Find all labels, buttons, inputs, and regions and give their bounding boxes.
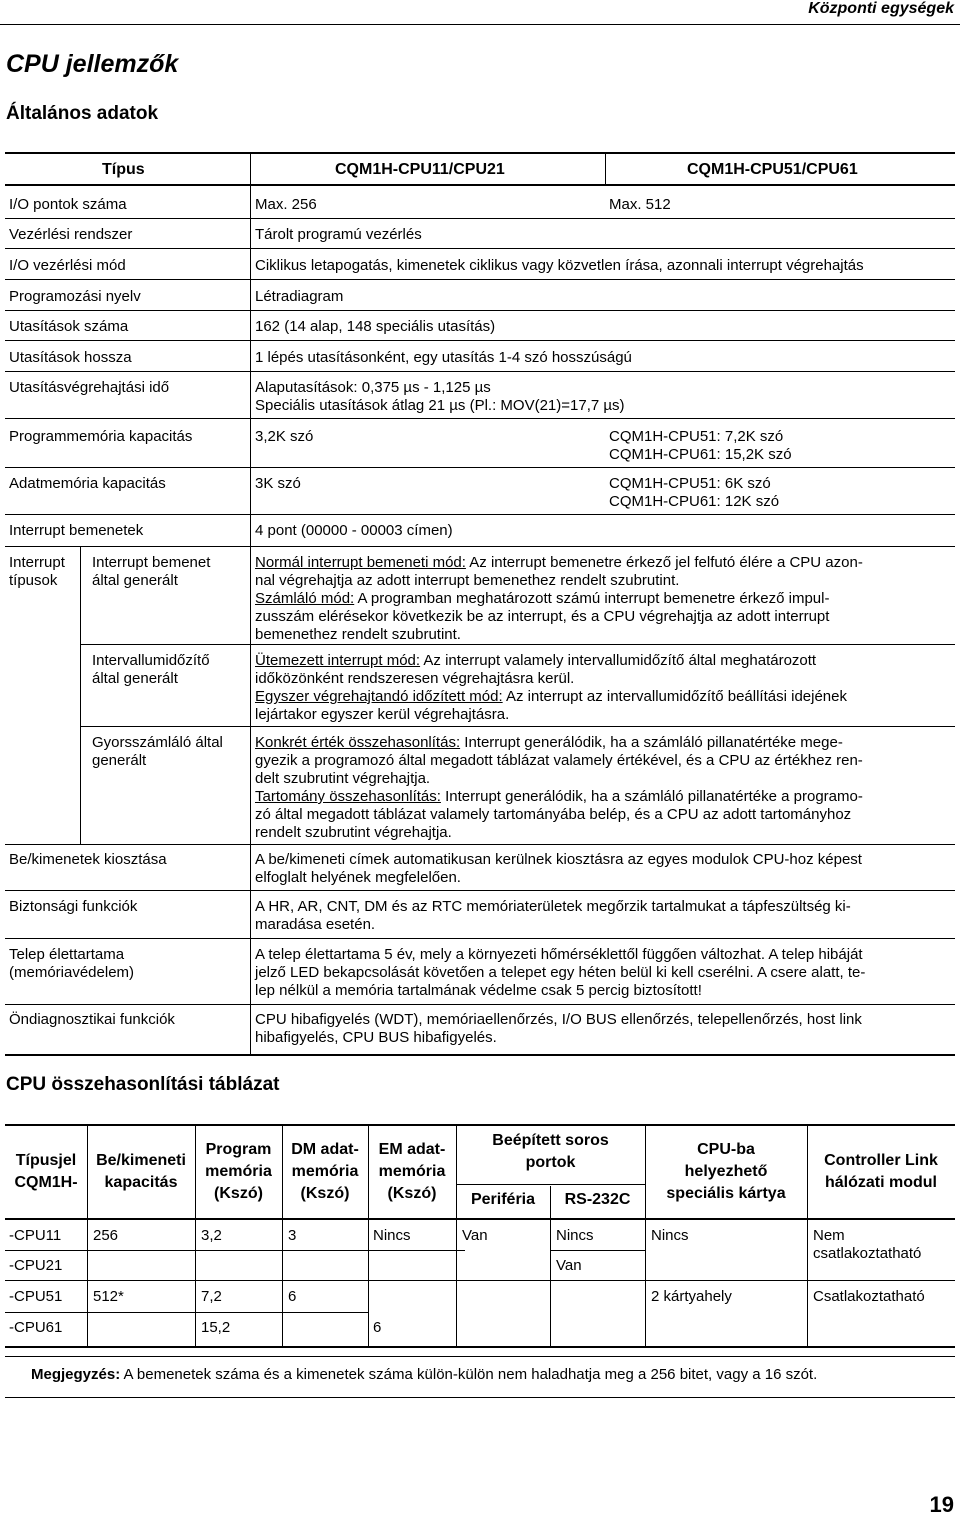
desc-text: maradása esetén. [255, 916, 376, 933]
row-value [255, 898, 851, 934]
sub-label [92, 652, 210, 688]
row-divider [5, 418, 955, 419]
dm-cpu11-21: 3 [288, 1227, 297, 1244]
row-label: Programmemória kapacitás [9, 428, 193, 445]
section-header: Központi egységek [808, 0, 954, 17]
col-type-header: Típus [102, 161, 145, 178]
header-text: Típusjel [15, 1152, 77, 1169]
sub-label [92, 734, 223, 770]
row-value [609, 475, 779, 511]
row-divider [5, 467, 955, 468]
header-io [87, 1150, 195, 1194]
mode-heading: Egyszer végrehajtandó időzített mód: [255, 688, 503, 705]
row-label: Be/kimenetek kiosztása [9, 851, 167, 868]
card-cpu11-21: Nincs [651, 1227, 689, 1244]
header-text: hálózati modul [825, 1174, 937, 1191]
prog-mem-cpu61: CQM1H-CPU61: 15,2K szó [609, 446, 792, 463]
header-dm [282, 1139, 368, 1205]
int-input-desc [255, 554, 955, 644]
desc-text: A be/kimeneti címek automatikusan kerülnek kiosztásra az egyes modulok CPU-hoz képest [255, 851, 862, 868]
row-value: 3,2K szó [255, 428, 314, 445]
col-divider [250, 154, 251, 1054]
row-divider [5, 1004, 955, 1005]
row-label: I/O vezérlési mód [9, 257, 126, 274]
row-divider [5, 310, 955, 311]
row-label: Utasítások száma [9, 318, 129, 335]
link-cpu11-21 [813, 1227, 921, 1263]
desc-text: lep nélkül a memória tartalmának védelme csak 5 percig biztosított! [255, 982, 702, 999]
row-label: Biztonsági funkciók [9, 898, 138, 915]
header-text: memória [291, 1163, 359, 1180]
sub-header-rule [456, 1184, 645, 1185]
mode-heading: Normál interrupt bemeneti mód: [255, 554, 466, 571]
row-divider [5, 371, 955, 372]
desc-text: rendelt szubrutint végrehajtja. [255, 824, 452, 841]
link-text: csatlakoztatható [813, 1245, 922, 1262]
header-text: portok [525, 1154, 576, 1171]
mode-heading: Számláló mód: [255, 590, 355, 607]
prog-cpu11-21: 3,2 [201, 1227, 222, 1244]
desc-text: A HR, AR, CNT, DM és az RTC memóriaterületek megőrzik tartalmukat a tápfeszültség ki- [255, 898, 851, 915]
row-value: Ciklikus letapogatás, kimenetek ciklikus vagy közvetlen írása, azonnali interrupt végrehajtás [255, 257, 864, 274]
io-cpu51-61: 512* [93, 1288, 124, 1305]
desc-text: zó által megadott táblázat valamely tartományába belép, és a CPU az adott tartományhoz [255, 806, 852, 823]
header-link [807, 1150, 955, 1194]
header-type [5, 1150, 87, 1194]
row-value [255, 379, 625, 415]
em-all: Nincs [373, 1227, 411, 1244]
desc-text: Az interrupt bemenetre érkező jel felfutó élére a CPU azon- [465, 554, 863, 571]
row-divider [5, 844, 955, 845]
desc-text: CPU hibafigyelés (WDT), memóriaellenőrzés, I/O BUS ellenőrzés, telepellenőrzés, host link [255, 1011, 862, 1028]
row-label: I/O pontok száma [9, 196, 127, 213]
int-counter-label: Gyorsszámláló által [92, 734, 223, 751]
dm-cpu61: 6 [373, 1319, 382, 1336]
desc-text: időközönként rendszeresen végrehajtásra kerül. [255, 670, 575, 687]
row-divider [5, 890, 955, 891]
type-cpu11: -CPU11 [9, 1227, 62, 1244]
header-text: memória [205, 1163, 272, 1180]
int-input-label: Interrupt bemenet [92, 554, 211, 571]
row-label: Interrupt bemenetek [9, 522, 144, 539]
col-b-header: CQM1H-CPU51/CPU61 [687, 161, 858, 178]
int-input-label: által generált [92, 572, 178, 589]
int-types-label: típusok [9, 572, 58, 589]
header-text: (Kszó) [214, 1185, 263, 1202]
desc-text: bemenethez rendelt szubrutint. [255, 626, 461, 643]
compare-table [5, 1124, 955, 1348]
desc-text: jelző LED bekapcsolását követően a telepet egy héten belül ki kell cserélni. A csere alatt, te- [255, 964, 866, 981]
rs232-others: Van [556, 1257, 582, 1274]
footnote-body: A bemenetek száma és a kimenetek száma külön-külön nem haladhatja meg a 256 bitet, vagy a 16 szót. [120, 1366, 818, 1383]
header-text: helyezhető [684, 1163, 768, 1180]
row-value: Tárolt programú vezérlés [255, 226, 422, 243]
desc-text: nal végrehajtja az adott interrupt bemenethez rendelt szubrutint. [255, 572, 680, 589]
int-types-label: Interrupt [9, 554, 65, 571]
battery-label: (memóriavédelem) [9, 964, 135, 981]
header-card [645, 1139, 807, 1205]
type-cpu51: -CPU51 [9, 1288, 63, 1305]
row-divider [5, 248, 955, 249]
data-mem-cpu61: CQM1H-CPU61: 12K szó [609, 493, 780, 510]
row-divider [5, 938, 955, 939]
int-counter-label: generált [92, 752, 147, 769]
footnote [5, 1356, 955, 1398]
type-cpu21: -CPU21 [9, 1257, 63, 1274]
link-text: Nem [813, 1227, 845, 1244]
desc-text: Interrupt generálódik, ha a számláló pillanatértéke mege- [460, 734, 843, 751]
desc-text: gyezik a programozó által megadott táblázat valamely értékével, és a CPU az értékhez ren- [255, 752, 863, 769]
header-text: CPU-ba [697, 1141, 755, 1158]
row-divider [5, 546, 955, 547]
int-timer-label: által generált [92, 670, 178, 687]
row-divider [5, 218, 955, 219]
row-divider [5, 340, 955, 341]
desc-text: delt szubrutint végrehajtja. [255, 770, 431, 787]
spec-table [5, 152, 955, 1056]
card-cpu51-61: 2 kártyahely [651, 1288, 732, 1305]
row-value: Max. 256 [255, 196, 317, 213]
row-divider [5, 1280, 955, 1281]
desc-text: elfoglalt helyének megfelelően. [255, 869, 461, 886]
header-text: EM adat- [378, 1141, 446, 1158]
header-text: speciális kártya [666, 1185, 786, 1202]
io-cpu11-21: 256 [93, 1227, 119, 1244]
row-label: Programozási nyelv [9, 288, 141, 305]
header-prog [195, 1139, 282, 1205]
row-label: Utasításvégrehajtási idő [9, 379, 170, 396]
exec-time-special: Speciális utasítások átlag 21 µs (Pl.: MOV(21)=17,7 µs) [255, 397, 625, 414]
row-label [9, 554, 65, 590]
row-divider [5, 1250, 465, 1251]
row-value: 3K szó [255, 475, 301, 492]
desc-text: Az interrupt valamely intervallumidőzítő által meghatározott [420, 652, 817, 669]
row-value [255, 1011, 862, 1047]
row-divider [80, 644, 955, 645]
row-value: 1 lépés utasításonként, egy utasítás 1-4 szó hosszúságú [255, 349, 632, 366]
sub-label [92, 554, 210, 590]
int-timer-label: Intervallumidőzítő [92, 652, 210, 669]
footnote-text [31, 1366, 817, 1383]
header-rule [0, 24, 960, 25]
row-value: Létradiagram [255, 288, 344, 305]
row-value [609, 428, 792, 464]
int-counter-desc [255, 734, 955, 842]
row-label: Öndiagnosztikai funkciók [9, 1011, 175, 1028]
row-label: Adatmemória kapacitás [9, 475, 166, 492]
row-label: Vezérlési rendszer [9, 226, 133, 243]
desc-text: lejártakor egyszer kerül végrehajtásra. [255, 706, 510, 723]
header-divider [5, 1218, 955, 1220]
row-label: Utasítások hossza [9, 349, 132, 366]
header-ports [456, 1130, 645, 1174]
header-text: (Kszó) [387, 1185, 437, 1202]
exec-time-basic: Alaputasítások: 0,375 µs - 1,125 µs [255, 379, 491, 396]
page-title: CPU jellemzők [6, 50, 179, 78]
compare-title: CPU összehasonlítási táblázat [6, 1074, 280, 1095]
desc-text: Interrupt generálódik, ha a számláló pillanatértéke a programo- [440, 788, 863, 805]
mode-heading: Ütemezett interrupt mód: [255, 652, 421, 669]
header-text: Controller Link [824, 1152, 938, 1169]
row-divider [80, 726, 955, 727]
periph-all: Van [462, 1227, 488, 1244]
section-subtitle: Általános adatok [6, 103, 159, 124]
mode-heading: Tartomány összehasonlítás: [255, 788, 441, 805]
row-value [255, 946, 865, 1000]
prog-cpu61: 15,2 [201, 1319, 231, 1336]
header-text: Beépített soros [492, 1132, 609, 1149]
row-value: 4 pont (00000 - 00003 címen) [255, 522, 453, 539]
header-em [368, 1139, 456, 1205]
desc-text: Az interrupt az intervallumidőzítő beállítási idejének [502, 688, 847, 705]
desc-text: zusszám elérésekor következik be az interrupt, és a CPU végrehajtja az adott interrupt [255, 608, 830, 625]
row-divider [550, 1250, 645, 1251]
battery-label: Telep élettartama [9, 946, 125, 963]
row-value: Max. 512 [609, 196, 671, 213]
desc-text: A telep élettartama 5 év, mely a környezeti hőmérséklettől függően változhat. A telep hibáját [255, 946, 863, 963]
mode-heading: Konkrét érték összehasonlítás: [255, 734, 461, 751]
header-divider [5, 184, 955, 186]
rs232-cpu11: Nincs [556, 1227, 594, 1244]
link-cpu51-61: Csatlakoztatható [813, 1288, 925, 1305]
col-divider-types [80, 546, 81, 844]
page-number: 19 [929, 1492, 954, 1517]
row-divider [5, 1312, 368, 1313]
col-a-header: CQM1H-CPU11/CPU21 [335, 161, 505, 178]
header-text: DM adat- [291, 1141, 359, 1158]
desc-text: hibafigyelés, CPU BUS hibafigyelés. [255, 1029, 497, 1046]
prog-mem-cpu51: CQM1H-CPU51: 7,2K szó [609, 428, 784, 445]
col-divider-header [605, 154, 606, 184]
dm-cpu51: 6 [288, 1288, 297, 1305]
type-cpu61: -CPU61 [9, 1319, 63, 1336]
header-text: memória [378, 1163, 446, 1180]
row-value: 162 (14 alap, 148 speciális utasítás) [255, 318, 496, 335]
header-text: Be/kimeneti [96, 1152, 186, 1169]
row-divider [5, 514, 955, 515]
header-text: Program [205, 1141, 272, 1158]
row-label [9, 946, 134, 982]
header-periph: Periféria [470, 1191, 536, 1208]
footnote-label: Megjegyzés: [31, 1366, 121, 1383]
data-mem-cpu51: CQM1H-CPU51: 6K szó [609, 475, 771, 492]
header-text: (Kszó) [300, 1185, 350, 1202]
row-value [255, 851, 862, 887]
desc-text: A programban meghatározott számú interrupt bemenetre érkező impul- [354, 590, 830, 607]
header-rs232: RS-232C [564, 1191, 631, 1208]
prog-cpu51: 7,2 [201, 1288, 222, 1305]
row-divider [5, 279, 955, 280]
header-text: CQM1H- [14, 1174, 78, 1191]
int-timer-desc [255, 652, 955, 724]
header-text: kapacitás [104, 1174, 178, 1191]
